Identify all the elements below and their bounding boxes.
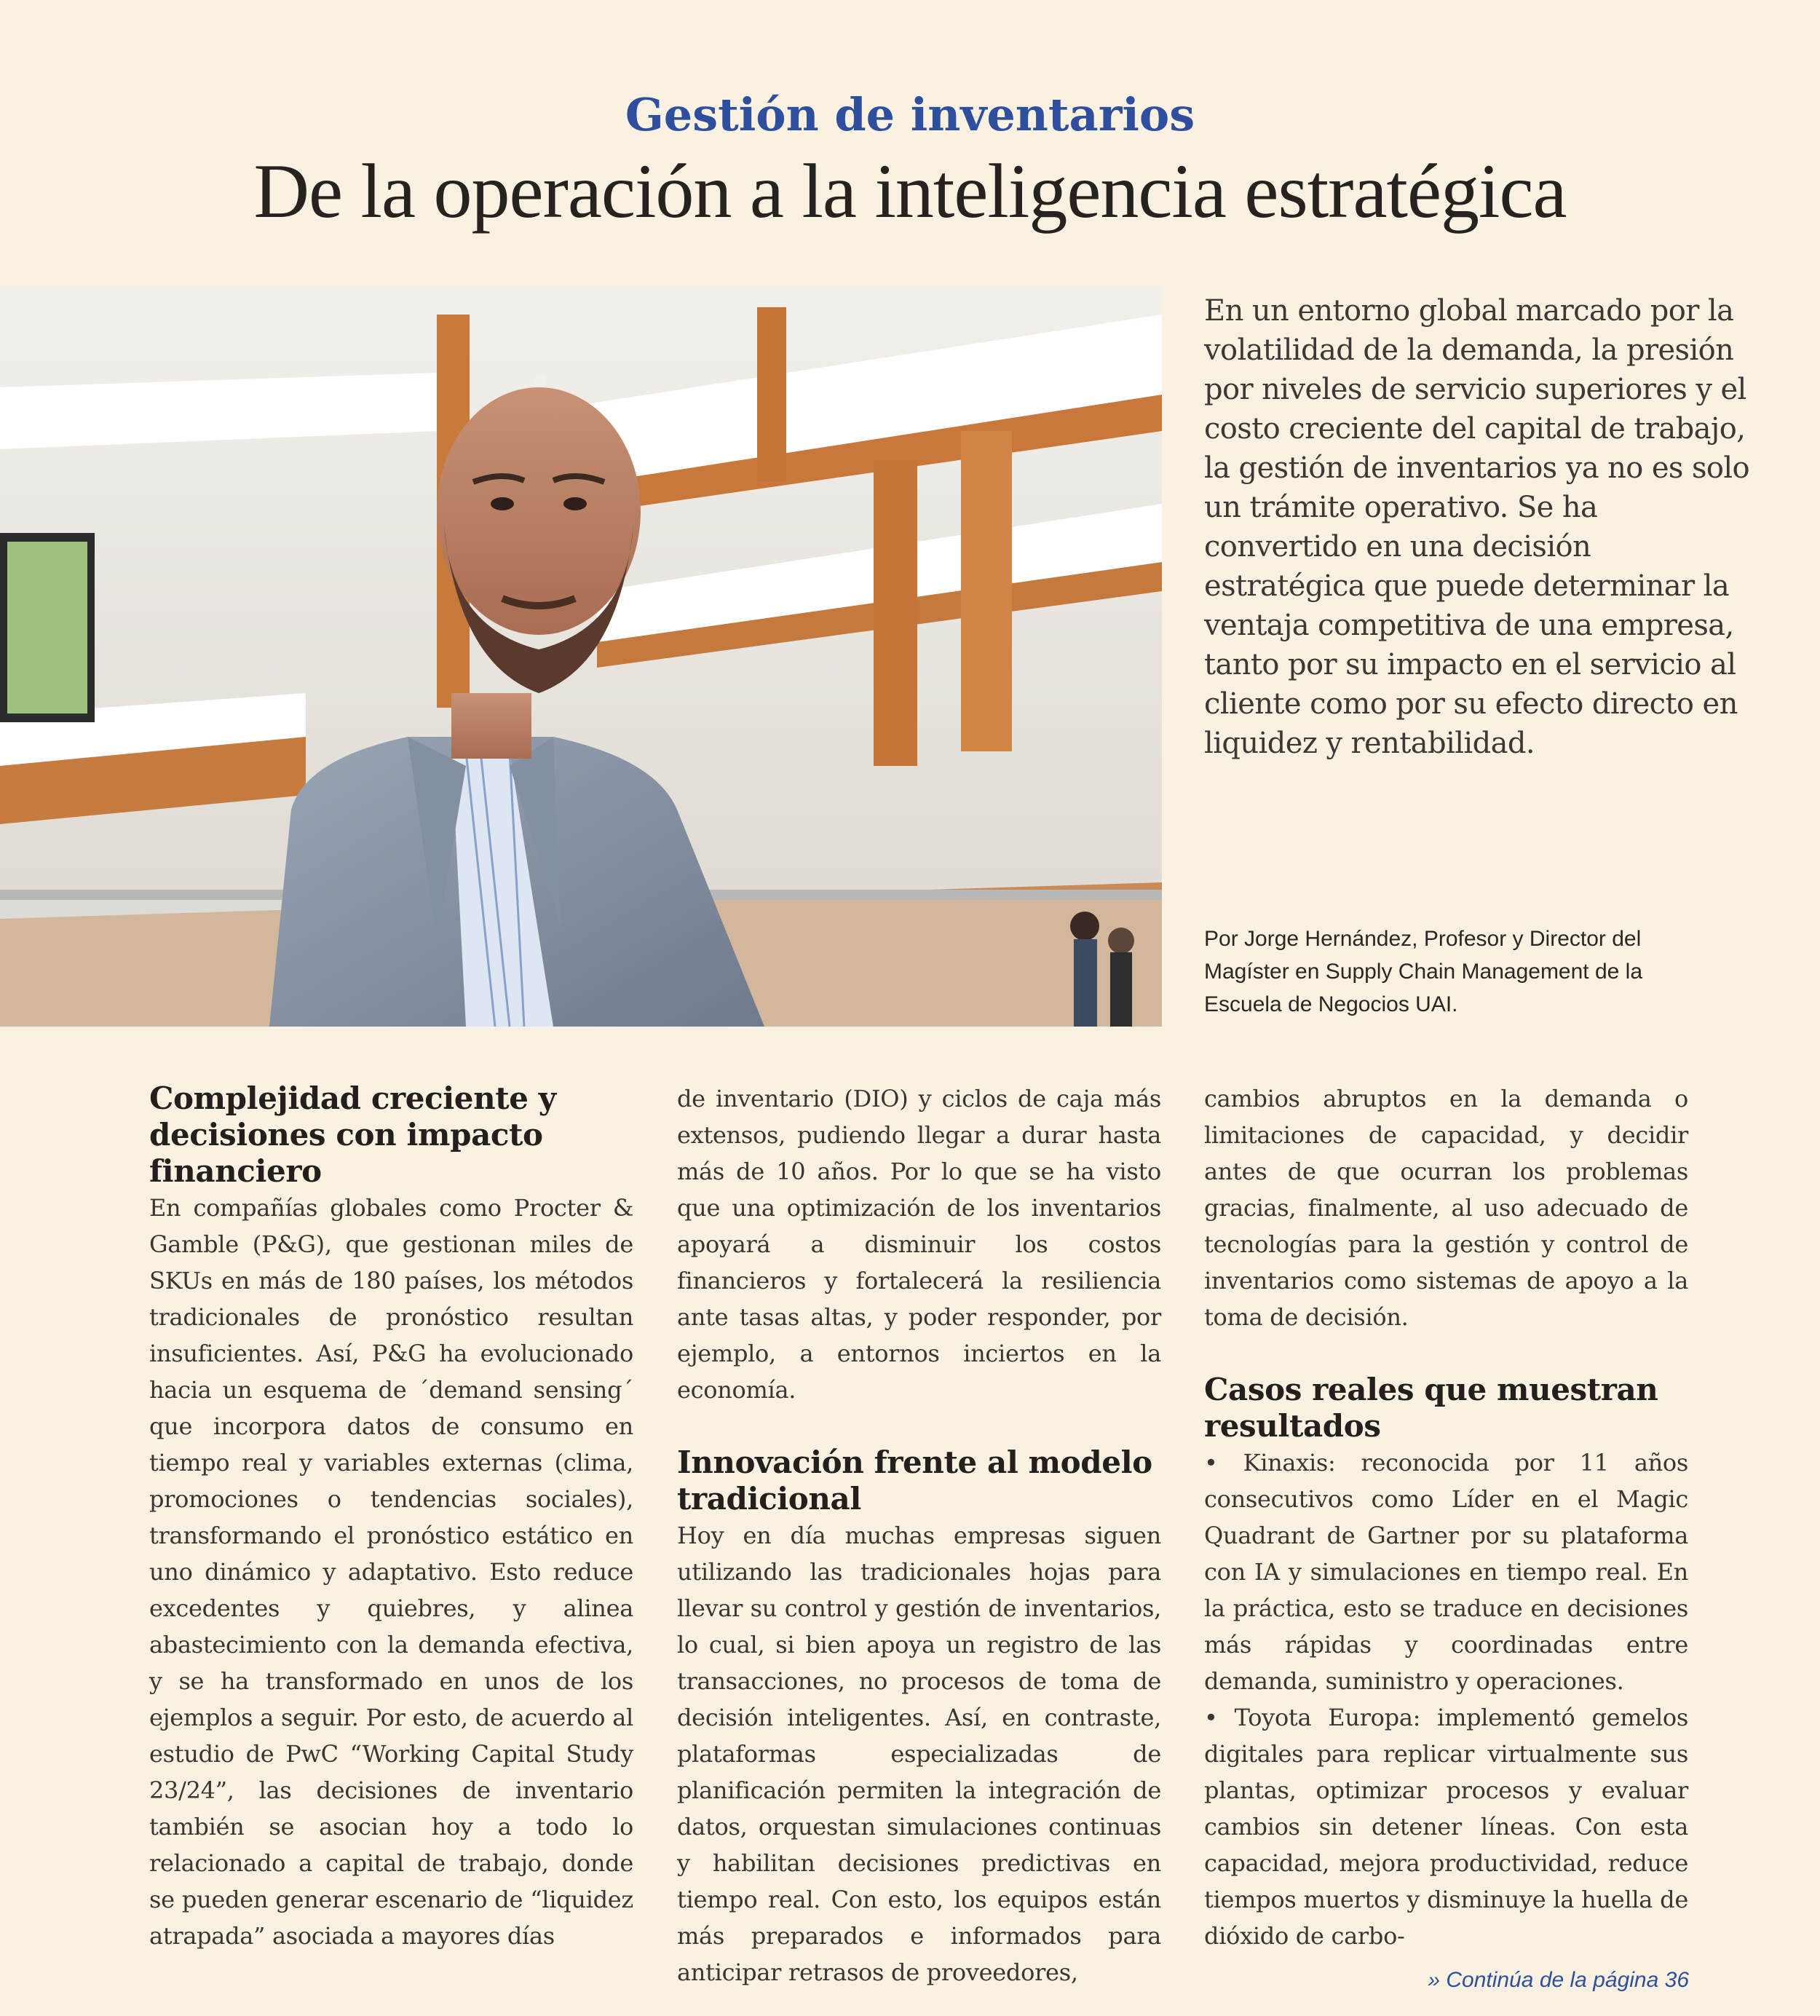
portrait-illustration (0, 285, 1162, 1027)
continued-from-link[interactable]: » Continúa de la página 36 (1428, 1968, 1689, 1992)
section-body-innovacion: Hoy en día muchas empresas siguen utilizando las tradicionales hojas para llevar su control y gestión de inventarios, lo cual, si bien apoya un registro de las transacciones, no procesos de toma de decisión inteligentes. Así, en contraste, plataformas especializadas de planificación permiten la integración de datos, orquestan simulaciones continuas y habilitan decisiones predictivas en tiempo real. Con esto, los equipos están más preparados e informados para anticipar retrasos de proveedores, (677, 1522, 1161, 1986)
column-1 (149, 1080, 633, 1954)
section-heading-complejidad: Complejidad creciente y decisiones con impacto financiero (149, 1080, 556, 1189)
case-bullet-toyota: • Toyota Europa: implementó gemelos digitales para replicar virtualmente sus plantas, optimizar procesos y evaluar cambios sin detener líneas. Con esta capacidad, mejora productividad, reduce tiempos muertos y disminuye la huella de dióxido de carbo- (1204, 1704, 1688, 1950)
author-byline: Por Jorge Hernández, Profesor y Director del Magíster en Supply Chain Management de la Escuela de Negocios UAI. (1204, 927, 1643, 1016)
section-body-complejidad: En compañías globales como Procter & Gamble (P&G), que gestionan miles de SKUs en más de 180 países, los métodos tradicionales de pronóstico resultan insuficientes. Así, P&G ha evolucionado hacia un esquema de ´demand sensing´ que incorpora datos de consumo en tiempo real y variables externas (clima, promociones o tendencias sociales), transformando el pronóstico estático en uno dinámico y adaptativo. Esto reduce excedentes y quiebres, y alinea abastecimiento con la demanda efectiva, y se ha transformado en unos de los ejemplos a seguir. Por esto, de acuerdo al estudio de PwC “Working Capital Study 23/24”, las decisiones de inventario también se asocian hoy a todo lo relacionado a capital de trabajo, donde se pueden generar escenario de “liquidez atrapada” asociada a mayores días (149, 1194, 633, 1950)
column-3 (1204, 1080, 1688, 1954)
section-body-innovacion-continued: cambios abruptos en la demanda o limitaciones de capacidad, y decidir antes de que ocurran los problemas gracias, finalmente, al uso adecuado de tecnologías para la gestión y control de inventarios como sistemas de apoyo a la toma de decisión. (1204, 1085, 1688, 1331)
author-photo (0, 285, 1162, 1027)
lead-paragraph: En un entorno global marcado por la volatilidad de la demanda, la presión por niveles de servicio superiores y el costo creciente del capital de trabajo, la gestión de inventarios ya no es solo un trámite operativo. Se ha convertido en una decisión estratégica que puede determinar la ventaja competitiva de una empresa, tanto por su impacto en el servicio al cliente como por su efecto directo en liquidez y rentabilidad. (1204, 294, 1750, 760)
section-body-complejidad-continued: de inventario (DIO) y ciclos de caja más extensos, pudiendo llegar a durar hasta más de 10 años. Por lo que se ha visto que una optimización de los inventarios apoyará a disminuir los costos financieros y fortalecerá la resiliencia ante tasas altas, y poder responder, por ejemplo, a entornos inciertos en la economía. (677, 1085, 1161, 1404)
column-2 (677, 1080, 1161, 1991)
section-heading-innovacion: Innovación frente al modelo tradicional (677, 1444, 1152, 1517)
section-kicker: Gestión de inventarios (625, 88, 1195, 141)
section-heading-casos: Casos reales que muestran resultados (1204, 1372, 1658, 1444)
case-bullet-kinaxis: • Kinaxis: reconocida por 11 años consecutivos como Líder en el Magic Quadrant de Gartner por su plataforma con IA y simulaciones en tiempo real. En la práctica, esto se traduce en decisiones más rápidas y coordinadas entre demanda, suministro y operaciones. (1204, 1449, 1688, 1695)
article-title: De la operación a la inteligencia estratégica (253, 149, 1567, 234)
